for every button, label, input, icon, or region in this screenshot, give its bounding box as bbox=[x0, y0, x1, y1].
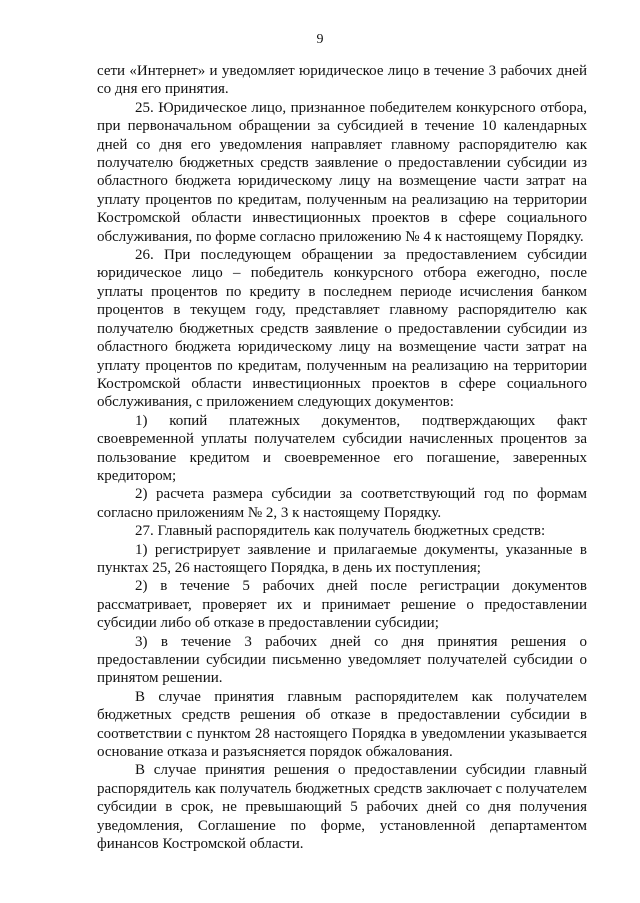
paragraph-item-27: 27. Главный распорядитель как получатель бюджетных средств: bbox=[135, 523, 546, 540]
paragraph-subitem-26-1: 1) копий платежных документов, подтверждающих факт своевременной уплаты получателем субсидии начисленных процентов за пользование кредитом и своевременное его погашение, заверенных кредитором; bbox=[97, 412, 587, 484]
paragraph-subitem-27-2: 2) в течение 5 рабочих дней после регистрации документов рассматривает, проверяет их и принимает решение о предоставлении субсидии либо об отказе в предоставлении субсидии; bbox=[97, 578, 587, 632]
paragraph-refusal-case: В случае принятия главным распорядителем как получателем бюджетных средств решения об отказе в предоставлении субсидии в соответствии с пунктом 28 настоящего Порядка в уведомлении указывается основание отказа и разъясняется порядок обжалования. bbox=[97, 688, 587, 761]
paragraph-agreement-case: В случае принятия решения о предоставлении субсидии главный распорядитель как получатель бюджетных средств заключает с получателем субсидии в срок, не превышающий 5 рабочих дней со дня получения уведомления, Соглашение по форме, установленной департаментом финансов Костромской области. bbox=[97, 762, 587, 853]
paragraph-subitem-27-1: 1) регистрирует заявление и прилагаемые документы, указанные в пунктах 25, 26 настоящего Порядка, в день их поступления; bbox=[97, 541, 587, 576]
paragraph-subitem-27-3: 3) в течение 3 рабочих дней со дня принятия решения о предоставлении субсидии письменно уведомляет получателей субсидии о принятом решении. bbox=[97, 633, 587, 687]
paragraph-continuation: сети «Интернет» и уведомляет юридическое лицо в течение 3 рабочих дней со дня его принятия. bbox=[97, 63, 587, 98]
paragraph-subitem-26-2: 2) расчета размера субсидии за соответствующий год по формам согласно приложениям № 2, 3 к настоящему Порядку. bbox=[97, 486, 587, 521]
paragraph-item-25: 25. Юридическое лицо, признанное победителем конкурсного отбора, при первоначальном обращении за субсидией в течение 10 календарных дней со дня его уведомления направляет главному распорядителю как получателю бюджетных средств заявление о предоставлении субсидии из областного бюджета юридическому лицу на возмещение части затрат на уплату процентов по кредитам, полученным на реализацию на территории Костромской области инвестиционных проектов в сфере социального обслуживания, по форме согласно приложению № 4 к настоящему Порядку. bbox=[97, 99, 587, 245]
page-number: 9 bbox=[316, 32, 324, 47]
document-body bbox=[97, 62, 587, 853]
paragraph-item-26: 26. При последующем обращении за предоставлением субсидии юридическое лицо – победитель конкурсного отбора ежегодно, после уплаты процентов по кредиту в последнем периоде исчисления банком процентов в текущем году, представляет главному распорядителю как получателю бюджетных средств заявление о предоставлении субсидии из областного бюджета юридическому лицу на возмещение части затрат на уплату процентов по кредитам, полученным на реализацию на территории Костромской области инвестиционных проектов в сфере социального обслуживания, с приложением следующих документов: bbox=[97, 247, 587, 411]
